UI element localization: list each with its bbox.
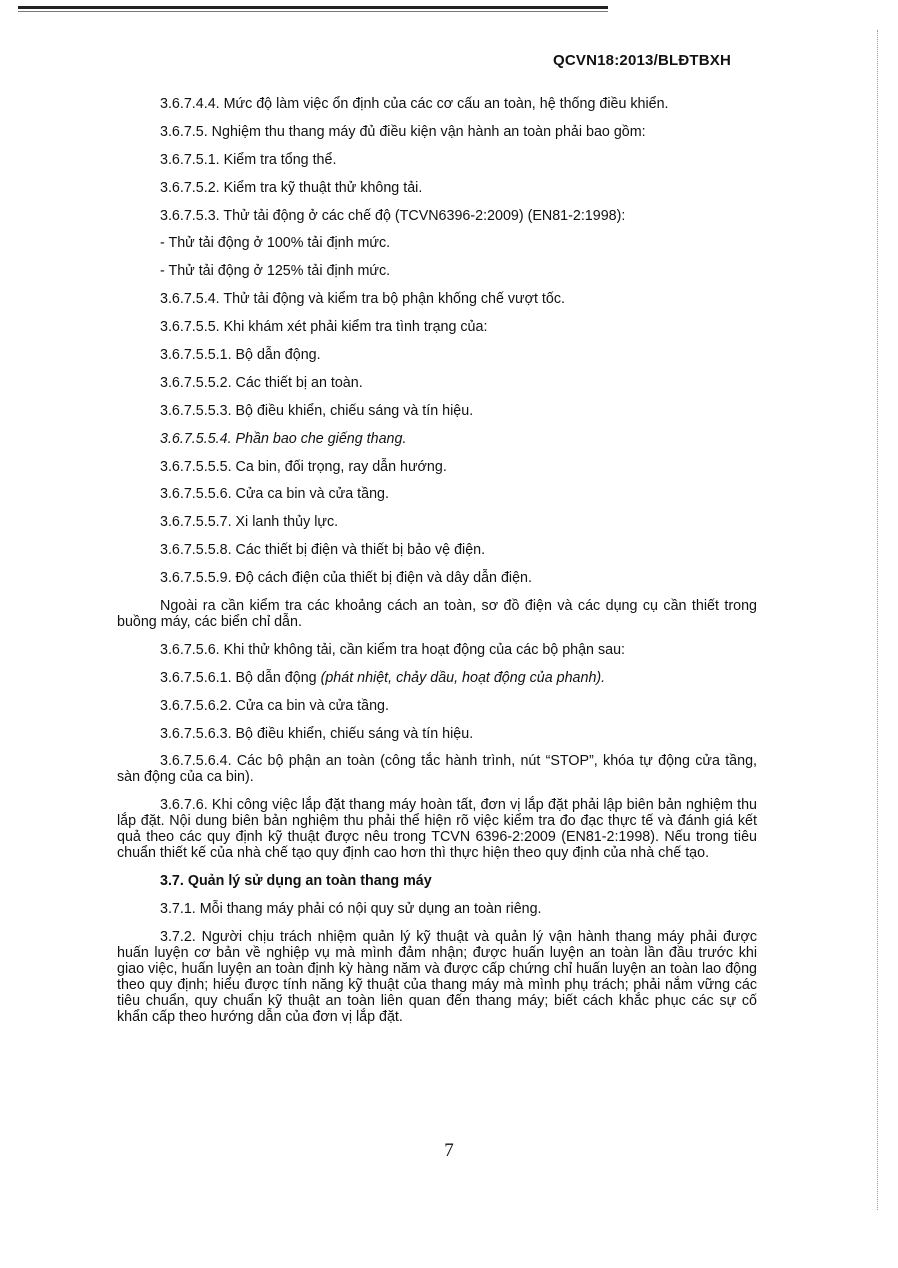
paragraph-3-6-7-5-6-1-detail: (phát nhiệt, chảy dầu, hoạt động của phanh). [320,669,606,686]
paragraph-3-6-7-5-6-1-main: 3.6.7.5.6.1. Bộ dẫn động [160,669,321,686]
paragraph-3-6-7-5-5: 3.6.7.5.5. Khi khám xét phải kiểm tra tình trạng của: [160,319,488,336]
paragraph-3-6-7-5-6: 3.6.7.5.6. Khi thử không tải, cần kiểm tra hoạt động của các bộ phận sau: [160,641,625,658]
paragraph-3-6-7-5-5-6: 3.6.7.5.5.6. Cửa ca bin và cửa tầng. [160,486,389,503]
paragraph-3-6-7-5-6-4: 3.6.7.5.6.4. Các bộ phận an toàn (công tắc hành trình, nút “STOP”, khóa tự động cửa tầng, sàn động của ca bin). [117,753,757,786]
paragraph-3-6-7-5-5-5: 3.6.7.5.5.5. Ca bin, đối trọng, ray dẫn hướng. [160,458,447,475]
paragraph-3-6-7-5-1: 3.6.7.5.1. Kiểm tra tổng thể. [160,151,337,168]
top-rule [18,6,608,9]
paragraph-3-6-7-5-5-2: 3.6.7.5.5.2. Các thiết bị an toàn. [160,374,363,391]
paragraph-3-6-7-5-3: 3.6.7.5.3. Thử tải động ở các chế độ (TCVN6396-2:2009) (EN81-2:1998): [160,207,626,224]
page-number: 7 [444,1140,454,1161]
paragraph-3-6-7-5-5-9: 3.6.7.5.5.9. Độ cách điện của thiết bị điện và dây dẫn điện. [160,570,532,587]
paragraph-3-6-7-5-5-4: 3.6.7.5.5.4. Phần bao che giếng thang. [160,430,407,447]
paragraph-3-6-7-4-4: 3.6.7.4.4. Mức độ làm việc ổn định của các cơ cấu an toàn, hệ thống điều khiển. [160,96,669,112]
paragraph-3-6-7-5-2: 3.6.7.5.2. Kiểm tra kỹ thuật thử không tải. [160,179,423,196]
paragraph-3-6-7-5-4: 3.6.7.5.4. Thử tải động và kiểm tra bộ phận khống chế vượt tốc. [160,291,565,308]
paragraph-3-6-7-5-5-3: 3.6.7.5.5.3. Bộ điều khiển, chiếu sáng và tín hiệu. [160,402,474,419]
paragraph-3-6-7-5-5-7: 3.6.7.5.5.7. Xi lanh thủy lực. [160,514,339,531]
paragraph-additional-checks: Ngoài ra cần kiểm tra các khoảng cách an toàn, sơ đồ điện và các dụng cụ cần thiết trong buồng máy, các biển chỉ dẫn. [117,598,757,631]
paragraph-3-7-1: 3.7.1. Mỗi thang máy phải có nội quy sử dụng an toàn riêng. [160,901,542,918]
document-code: QCVN18:2013/BLĐTBXH [553,52,732,69]
scan-edge-mark [877,30,879,1210]
bullet-100-percent: - Thử tải động ở 100% tải định mức. [160,235,391,252]
paragraph-3-7-2: 3.7.2. Người chịu trách nhiệm quản lý kỹ thuật và quản lý vận hành thang máy phải được huấn luyện cơ bản về nghiệp vụ mà mình đảm nhận; được huấn luyện an toàn lần đầu trước khi giao việc, huấn luyện an toàn định kỳ hàng năm và được cấp chứng chỉ huấn luyện an toàn lao động theo quy định; hiểu được tính năng kỹ thuật của thang máy mà mình phụ trách; phải nắm vững các tiêu chuẩn, quy chuẩn kỹ thuật an toàn liên quan đến thang máy; biết cách khắc phục các sự cố khẩn cấp theo hướng dẫn của đơn vị lắp đặt. [117,929,757,1026]
paragraph-3-6-7-5: 3.6.7.5. Nghiệm thu thang máy đủ điều kiện vận hành an toàn phải bao gồm: [160,123,646,140]
page-body [117,96,757,1037]
paragraph-3-6-7-5-5-8: 3.6.7.5.5.8. Các thiết bị điện và thiết bị bảo vệ điện. [160,542,486,559]
paragraph-3-6-7-5-5-1: 3.6.7.5.5.1. Bộ dẫn động. [160,347,321,364]
bullet-125-percent: - Thử tải động ở 125% tải định mức. [160,263,391,280]
paragraph-3-6-7-5-6-3: 3.6.7.5.6.3. Bộ điều khiển, chiếu sáng và tín hiệu. [160,725,474,742]
top-rule-thin [18,11,608,12]
paragraph-3-6-7-5-6-2: 3.6.7.5.6.2. Cửa ca bin và cửa tầng. [160,697,389,714]
paragraph-3-6-7-5-6-1 [117,670,757,686]
section-title-3-7: 3.7. Quản lý sử dụng an toàn thang máy [160,873,432,890]
paragraph-3-6-7-6: 3.6.7.6. Khi công việc lắp đặt thang máy hoàn tất, đơn vị lắp đặt phải lập biên bản nghiệm thu lắp đặt. Nội dung biên bản nghiệm thu phải thể hiện rõ việc kiểm tra đo đạc thực tế và đánh giá kết quả theo các quy định kỹ thuật được nêu trong TCVN 6396-2:2009 (EN81-2:1998). Nếu trong tiêu chuẩn thiết kế của nhà chế tạo quy định cao hơn thì thực hiện theo quy định của nhà chế tạo. [117,797,757,862]
